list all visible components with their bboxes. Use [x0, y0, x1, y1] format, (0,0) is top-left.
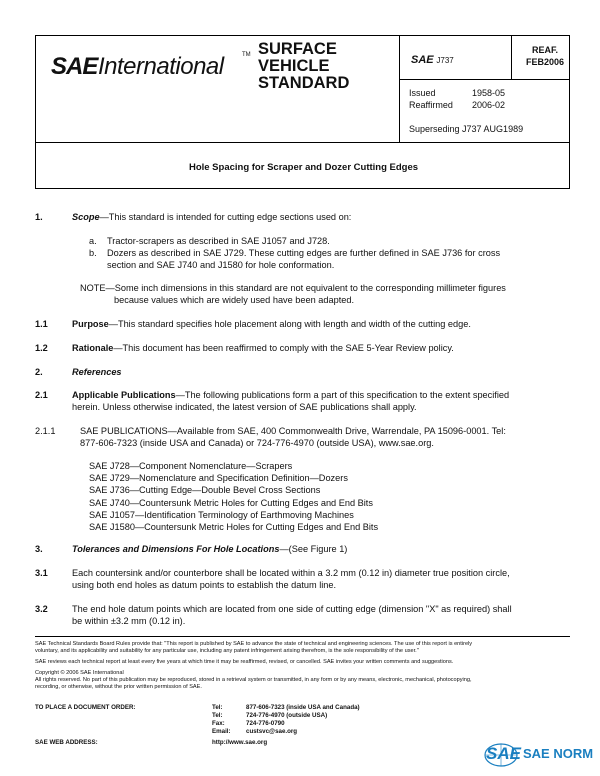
web-label: SAE WEB ADDRESS: — [35, 739, 98, 746]
brand-norm: SAE NORM — [523, 746, 594, 761]
header-box — [35, 35, 570, 143]
doc-number-value: J737 — [436, 56, 454, 65]
footer-rights-line2: recording, or otherwise, without the prior written permission of SAE. — [35, 684, 202, 690]
reaf-date: FEB2006 — [525, 57, 565, 67]
section-2-1-1-number: 2.1.1 — [35, 426, 56, 436]
item-b-line1: Dozers as described in SAE J729. These cutting edges are further defined in SAE J736 for cross — [107, 248, 501, 258]
section-2-1-heading: Applicable Publications — [72, 390, 176, 400]
section-2-number: 2. — [35, 367, 43, 377]
note-line1: NOTE—Some inch dimensions in this standard are not equivalent to the corresponding millimeter figures — [80, 283, 506, 293]
section-1-scope — [72, 211, 351, 223]
item-b-line2: section and SAE J740 and J1580 for hole conformation. — [107, 260, 335, 270]
section-2-1-1-line2: 877-606-7323 (inside USA and Canada) or 724-776-4970 (outside USA), www.sae.org. — [80, 438, 434, 448]
tel-value[interactable]: 877-606-7323 (inside USA and Canada) — [246, 704, 360, 711]
section-1-1-text: —This standard specifies hole placement along with length and width of the cutting edge. — [108, 319, 471, 329]
issued-label: Issued — [409, 88, 436, 98]
section-1-1-heading: Purpose — [72, 319, 109, 329]
reaf-label: REAF. — [531, 45, 558, 55]
header-divider-v1 — [399, 36, 400, 143]
section-3-2-line2: be within ±3.2 mm (0.12 in). — [72, 616, 186, 626]
section-1-2-number: 1.2 — [35, 343, 48, 353]
section-1-number: 1. — [35, 212, 43, 222]
footer-rights-line1: All rights reserved. No part of this publication may be reproduced, stored in a retrieval system or transmitted, in any form or by any means, electronic, mechanical, photocopying, — [35, 677, 472, 683]
section-3-heading: Tolerances and Dimensions For Hole Locations — [72, 544, 280, 554]
fax-label: Fax: — [212, 720, 225, 727]
footer-rule — [35, 636, 570, 637]
footer-review: SAE reviews each technical report at least every five years at which time it may be reaffirmed, revised, or cancelled. SAE invites your written comments and suggestions. — [35, 659, 454, 665]
section-1-1-purpose — [72, 318, 471, 330]
footer-rules-line2: voluntary, and its applicability and suitability for any particular use, including any patent infringement arising therefrom, is the sole responsibility of the user." — [35, 648, 419, 654]
trademark-mark: TM — [242, 52, 251, 58]
footer-copyright: Copyright © 2006 SAE International — [35, 670, 124, 676]
superseding: Superseding J737 AUG1989 — [409, 124, 524, 134]
section-1-2-text: —This document has been reaffirmed to comply with the SAE 5-Year Review policy. — [113, 343, 454, 353]
section-1-2-rationale — [72, 342, 454, 354]
sae-logo: SAE — [51, 53, 98, 80]
item-a-text: Tractor-scrapers as described in SAE J1057 and J728. — [107, 236, 330, 246]
standard-type-line3: STANDARD — [258, 74, 350, 92]
reaffirmed-value: 2006-02 — [472, 100, 506, 110]
section-3-number: 3. — [35, 544, 43, 554]
reference-item: SAE J729—Nomenclature and Specification Definition—Dozers — [89, 473, 348, 484]
issued-row — [409, 87, 436, 99]
section-3-1-number: 3.1 — [35, 568, 48, 578]
section-1-2-heading: Rationale — [72, 343, 114, 353]
fax-value: 724-776-0790 — [246, 720, 285, 727]
section-2-1-1-line1: SAE PUBLICATIONS—Available from SAE, 400 Commonwealth Drive, Warrendale, PA 15096-0001. Tel: — [80, 426, 506, 436]
tel2-value[interactable]: 724-776-4970 (outside USA) — [246, 712, 328, 719]
section-3-2-number: 3.2 — [35, 604, 48, 614]
issued-value: 1958-05 — [472, 88, 506, 98]
section-1-heading: Scope — [72, 212, 100, 222]
standard-type-line2: VEHICLE — [258, 57, 330, 75]
standard-type-line1: SURFACE — [258, 40, 337, 58]
reaffirmation-box — [523, 44, 567, 68]
reference-item: SAE J740—Countersunk Metric Holes for Cutting Edges and End Bits — [89, 497, 373, 508]
item-a-label: a. — [89, 236, 97, 246]
sae-norm-brand — [483, 740, 595, 772]
email-label: Email: — [212, 728, 231, 735]
standard-type — [258, 41, 349, 92]
header-divider-v2 — [511, 36, 512, 79]
footer-rules-line1: SAE Technical Standards Board Rules provide that: "This report is published by SAE to advance the state of technical and engineering sciences. The use of this report is entirely — [35, 641, 473, 647]
section-3-heading-row — [72, 543, 347, 555]
section-2-1-text: —The following publications form a part of this specification to the extent specified — [175, 390, 510, 400]
title-box — [35, 143, 570, 189]
section-3-1-line2: using both end holes as datum points to establish the datum line. — [72, 580, 337, 590]
section-2-heading: References — [72, 367, 122, 377]
reaffirmed-label: Reaffirmed — [409, 100, 453, 110]
reference-item: SAE J1580—Countersunk Metric Holes for Cutting Edges and End Bits — [89, 522, 379, 533]
sae-logo-international: International — [98, 53, 224, 80]
section-1-text: —This standard is intended for cutting edge sections used on: — [99, 212, 352, 222]
reference-item: SAE J728—Component Nomenclature—Scrapers — [89, 461, 293, 471]
web-link[interactable]: http://www.sae.org — [212, 739, 268, 746]
brand-sae: SAE — [486, 744, 521, 763]
reference-item: SAE J1057—Identification Terminology of Earthmoving Machines — [89, 509, 354, 520]
item-b-label: b. — [89, 248, 97, 258]
section-3-1-line1: Each countersink and/or counterbore shall be located within a 3.2 mm (0.12 in) diameter true position circle, — [72, 568, 510, 578]
section-2-1-number: 2.1 — [35, 390, 48, 400]
tel2-label: Tel: — [212, 712, 223, 719]
tel-label: Tel: — [212, 704, 223, 711]
doc-number — [411, 54, 454, 66]
section-2-1-line1 — [72, 389, 509, 401]
section-3-text: —(See Figure 1) — [279, 544, 348, 554]
section-1-1-number: 1.1 — [35, 319, 48, 329]
order-label: TO PLACE A DOCUMENT ORDER: — [35, 704, 136, 711]
doc-sae-mark: SAE — [411, 54, 434, 66]
reference-list — [89, 460, 378, 533]
document-title: Hole Spacing for Scraper and Dozer Cutting Edges — [188, 162, 419, 173]
header-divider-h — [399, 79, 570, 80]
section-2-1-line2: herein. Unless otherwise indicated, the latest version of SAE publications shall apply. — [72, 402, 417, 412]
email-link[interactable]: custsvc@sae.org — [246, 728, 298, 735]
reference-item: SAE J736—Cutting Edge—Double Bevel Cross Sections — [89, 485, 321, 496]
note-line2: because values which are widely used have been adapted. — [114, 295, 355, 305]
section-3-2-line1: The end hole datum points which are located from one side of cutting edge (dimension "X" as required) shall — [72, 604, 512, 614]
